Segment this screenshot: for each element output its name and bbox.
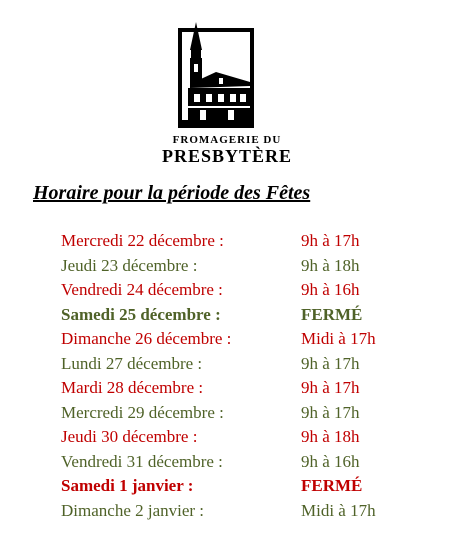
schedule-day: Jeudi 23 décembre : (61, 255, 198, 275)
schedule-hours: 9h à 16h (301, 451, 360, 471)
schedule-day: Samedi 25 décembre : (61, 304, 221, 324)
church-building-logo-icon (176, 20, 256, 130)
schedule-day: Samedi 1 janvier : (61, 476, 194, 495)
schedule-row (61, 427, 441, 452)
schedule-hours: 9h à 17h (301, 402, 360, 422)
brand-line-1: FROMAGERIE DU (172, 134, 282, 146)
schedule-day: Vendredi 31 décembre : (61, 451, 223, 471)
schedule-day: Lundi 27 décembre : (61, 353, 203, 373)
schedule-row (61, 452, 441, 477)
schedule-hours: 9h à 17h (301, 231, 360, 250)
schedule-hours: 9h à 16h (301, 280, 360, 299)
schedule-row (61, 256, 441, 281)
schedule-hours: FERMÉ (301, 304, 363, 324)
schedule-hours: 9h à 17h (301, 378, 360, 397)
schedule-hours: 9h à 17h (301, 353, 360, 373)
schedule-row (61, 403, 441, 428)
schedule-hours: Midi à 17h (301, 329, 376, 348)
schedule-day: Dimanche 2 janvier : (61, 500, 205, 520)
brand-line-2: PRESBYTÈRE (161, 146, 293, 166)
schedule-day: Mercredi 22 décembre : (61, 231, 224, 250)
schedule-row (61, 280, 441, 305)
page-title: Horaire pour la période des Fêtes (33, 182, 311, 204)
schedule-day: Vendredi 24 décembre : (61, 280, 223, 299)
schedule-hours: FERMÉ (301, 476, 363, 495)
schedule-hours: Midi à 17h (301, 500, 376, 520)
schedule-list (61, 231, 441, 525)
schedule-day: Jeudi 30 décembre : (61, 427, 198, 446)
schedule-hours: 9h à 18h (301, 427, 360, 446)
schedule-day: Mardi 28 décembre : (61, 378, 204, 397)
schedule-row (61, 354, 441, 379)
schedule-row (61, 476, 441, 501)
schedule-row (61, 501, 441, 526)
schedule-day: Dimanche 26 décembre : (61, 329, 232, 348)
schedule-row (61, 231, 441, 256)
schedule-day: Mercredi 29 décembre : (61, 402, 224, 422)
schedule-row (61, 305, 441, 330)
schedule-hours: 9h à 18h (301, 255, 360, 275)
schedule-row (61, 378, 441, 403)
schedule-row (61, 329, 441, 354)
